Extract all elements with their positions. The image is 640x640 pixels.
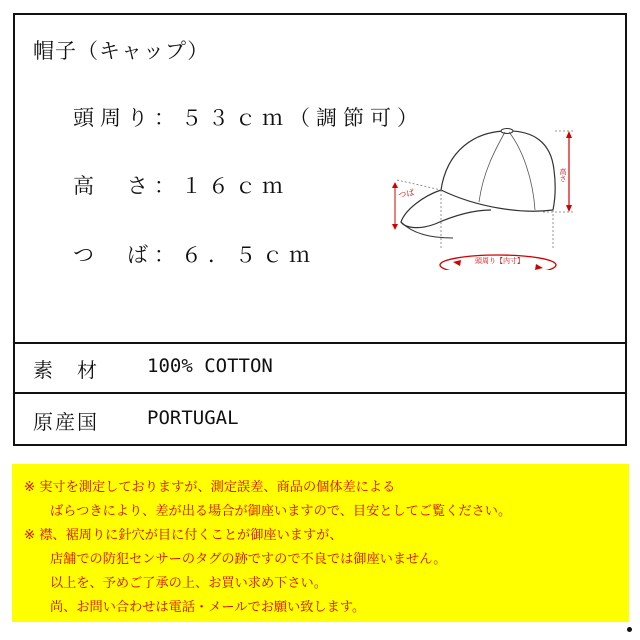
- head-circumference-spec: 頭周り：５３ｃｍ（調節可）: [73, 106, 424, 130]
- corner-dot: [627, 627, 632, 632]
- cap-button: [501, 129, 513, 134]
- cap-diagram: [383, 110, 573, 270]
- origin-value: PORTUGAL: [147, 407, 239, 429]
- material-value: 100% COTTON: [147, 355, 273, 377]
- material-row: [15, 342, 625, 394]
- origin-label: 原産国: [33, 410, 99, 434]
- notice-line-5: 以上を、予めご了承の上、お買い求め下さい。: [50, 576, 327, 591]
- notice-line-4: 店舗での防犯センサーのタグの跡ですので不良では御座いません。: [50, 552, 447, 567]
- cap-crown: [441, 131, 555, 211]
- brim-spec: つ ば：６．５ｃｍ: [73, 243, 316, 267]
- material-label: 素 材: [33, 358, 99, 382]
- notice-line-1: ※ 実寸を測定しておりますが、測定誤差、商品の個体差による: [24, 480, 396, 495]
- diagram-brim-label: つば: [397, 187, 416, 200]
- notice-line-6: 尚、お問い合わせは電話・メールでお願い致します。: [50, 600, 366, 615]
- height-spec: 高 さ：１６ｃｍ: [73, 174, 289, 198]
- notice-box: [12, 464, 629, 622]
- notice-line-3: ※ 襟、裾周りに針穴が目に付くことが御座いますが、: [24, 528, 343, 543]
- spec-main-row: [15, 15, 625, 344]
- item-title: 帽子（キャップ）: [33, 39, 210, 63]
- diagram-circumference-label: 頭周り【内寸】: [475, 257, 524, 265]
- notice-line-2: ばらつきにより、差が出る場合が御座いますので、目安としてご覧ください。: [50, 504, 512, 519]
- spec-table: [13, 13, 627, 446]
- origin-row: [15, 394, 625, 444]
- diagram-height-label: 高さ: [559, 168, 567, 182]
